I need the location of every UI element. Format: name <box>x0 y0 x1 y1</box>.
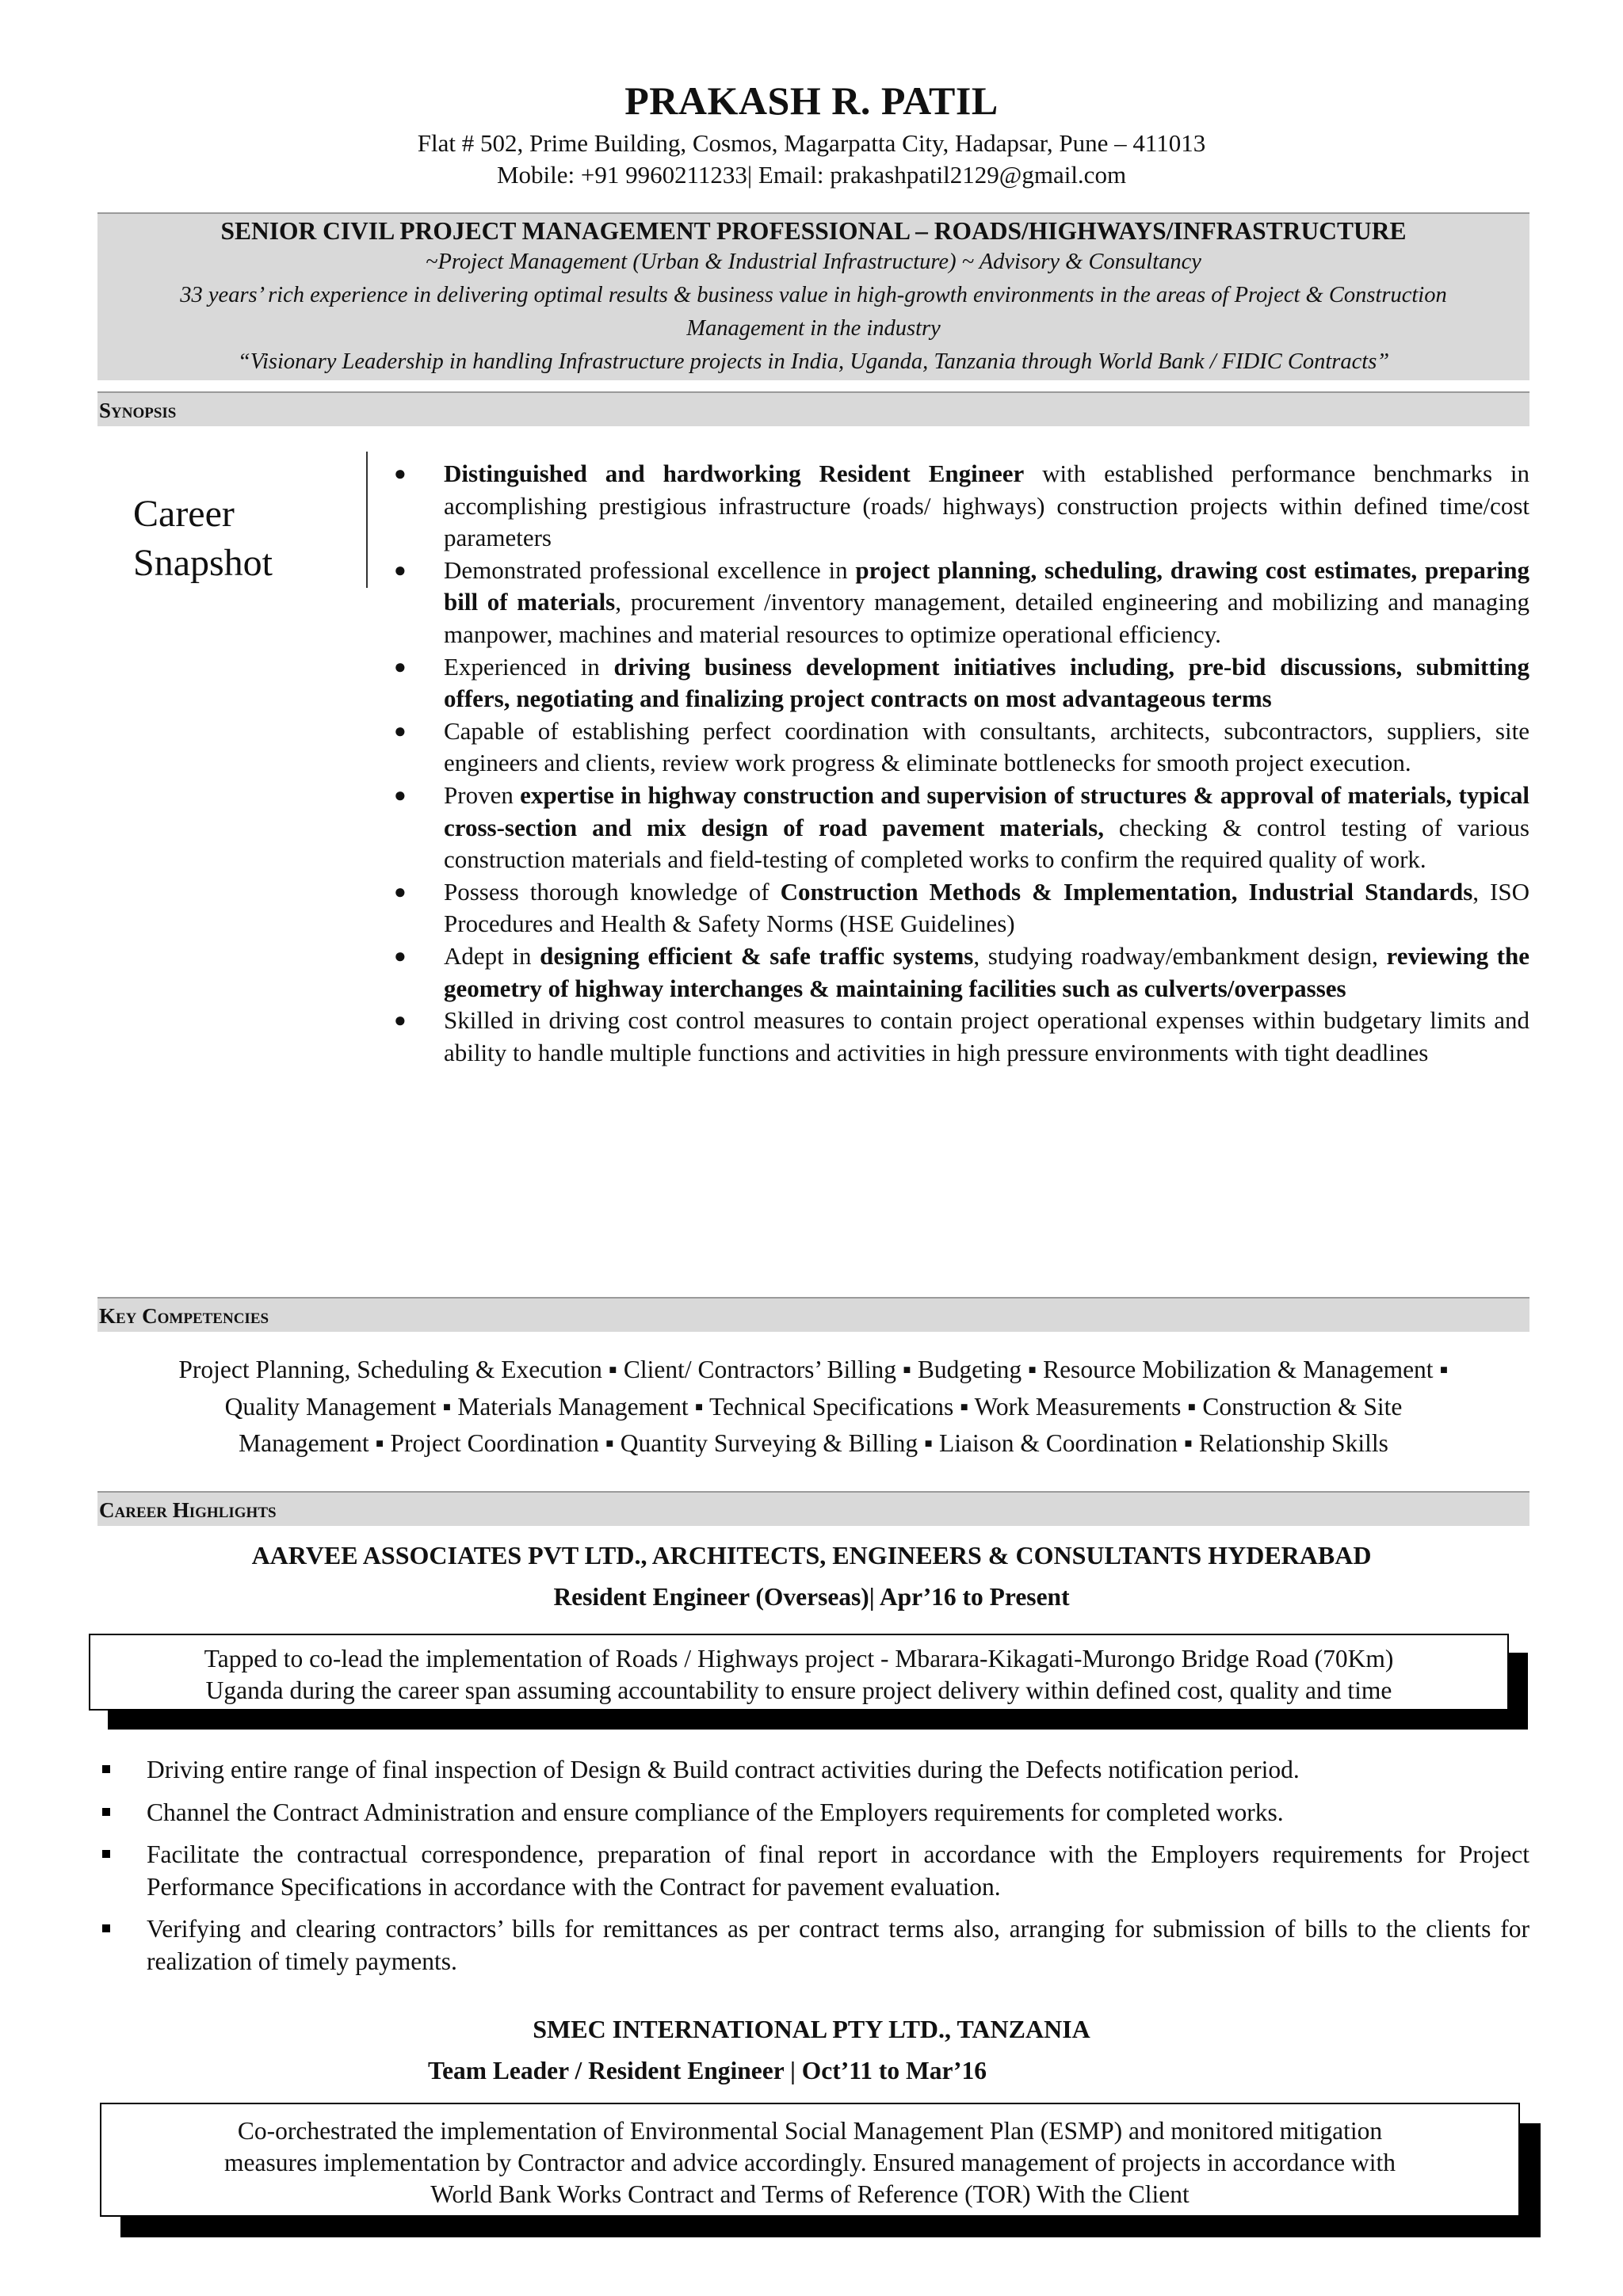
synopsis-bullet <box>388 458 1529 555</box>
bullet-text: , procurement /inventory management, detailed engineering and mobilizing and managing manpower, machines and material resources to optimize operational efficiency. <box>444 588 1529 648</box>
job2-summary-line-1: Co-orchestrated the implementation of Environmental Social Management Plan (ESMP) and monitored mitigation <box>237 2117 1383 2145</box>
competencies-list <box>97 1352 1529 1463</box>
bullet-text: checking & control testing of various construction materials and field-testing of completed works to confirm the required quality of work. <box>444 813 1529 874</box>
synopsis-bullet <box>388 780 1529 876</box>
job1-summary-line-2: Uganda during the career span assuming accountability to ensure project delivery within defined cost, quality and time <box>205 1676 1392 1704</box>
bullet-dot-icon: ● <box>394 879 407 903</box>
bullet-text-bold: Construction Methods & Implementation, Industrial Standards <box>780 877 1473 906</box>
section-heading-synopsis: Synopsis <box>97 391 1529 426</box>
bullet-dot-icon: ● <box>394 944 407 967</box>
square-bullet-icon <box>102 1924 110 1932</box>
synopsis-bullet <box>388 940 1529 1005</box>
headline-line-1: ~Project Management (Urban & Industrial Infrastructure) ~ Advisory & Consultancy <box>426 250 1201 274</box>
snapshot-word-2: Snapshot <box>133 542 273 584</box>
bullet-dot-icon: ● <box>394 654 407 678</box>
professional-headline <box>97 212 1529 380</box>
headline-line-3: Management in the industry <box>686 316 941 341</box>
job1-summary-line-1: Tapped to co-lead the implementation of Roads / Highways project - Mbarara-Kikagati-Murongo Bridge Road (70Km) <box>204 1645 1394 1672</box>
career-snapshot-label <box>133 490 273 588</box>
job1-duty-text: Channel the Contract Administration and ensure compliance of the Employers requirements for completed works. <box>147 1798 1284 1826</box>
job1-duty-item <box>97 1797 1529 1829</box>
job1-duty-item <box>97 1913 1529 1978</box>
snapshot-word-1: Career <box>133 493 235 535</box>
bullet-text-bold: reviewing the geometry of highway interchanges & maintaining facilities such as culverts/overpasses <box>444 941 1530 1002</box>
job1-duty-text: Facilitate the contractual correspondence, preparation of final report in accordance with the Employers requirements for Project Performance Specifications in accordance with the Contract for pavement evaluation. <box>147 1840 1529 1901</box>
bullet-text: with established performance benchmarks in accomplishing prestigious infrastructure (roads/ highways) construction projects within defined time/cost parameters <box>444 460 1529 552</box>
candidate-name: PRAKASH R. PATIL <box>624 78 999 123</box>
bullet-dot-icon: ● <box>394 1009 407 1032</box>
bullet-text: Possess thorough knowledge of <box>444 877 781 906</box>
synopsis-bullet <box>388 715 1529 780</box>
square-bullet-icon <box>102 1808 110 1816</box>
bullet-text: Adept in <box>444 941 540 970</box>
synopsis-bullet <box>388 876 1529 940</box>
bullet-text: Proven <box>444 780 521 809</box>
bullet-dot-icon: ● <box>394 558 407 582</box>
headline-line-4: “Visionary Leadership in handling Infrastructure projects in India, Uganda, Tanzania through World Bank / FIDIC Contracts” <box>237 349 1390 374</box>
bullet-text-bold: project planning, scheduling, drawing cost estimates, preparing bill of materials <box>444 555 1529 616</box>
synopsis-bullet <box>388 1005 1529 1069</box>
job2-summary-frame <box>100 2103 1520 2217</box>
contact-line: Mobile: +91 9960211233| Email: prakashpatil2129@gmail.com <box>496 161 1127 189</box>
synopsis-bullet-list <box>388 458 1529 1069</box>
section-heading-key-competencies: Key Competencies <box>97 1297 1529 1332</box>
square-bullet-icon <box>102 1850 110 1858</box>
competencies-line-3: Management ▪ Project Coordination ▪ Quantity Surveying & Billing ▪ Liaison & Coordination ▪ Relationship Skills <box>239 1429 1388 1457</box>
bullet-dot-icon: ● <box>394 462 407 485</box>
job2-company: SMEC INTERNATIONAL PTY LTD., TANZANIA <box>533 2015 1090 2043</box>
synopsis-bullet <box>388 651 1529 715</box>
headline-title: SENIOR CIVIL PROJECT MANAGEMENT PROFESSIONAL – ROADS/HIGHWAYS/INFRASTRUCTURE <box>220 217 1407 245</box>
bullet-text: Skilled in driving cost control measures to contain project operational expenses within budgetary limits and ability to handle multiple functions and activities in high pressure environments with tight deadlines <box>444 1006 1529 1066</box>
bullet-text: , ISO Procedures and Health & Safety Norms (HSE Guidelines) <box>444 877 1529 938</box>
square-bullet-icon <box>102 1765 110 1773</box>
job1-duty-text: Verifying and clearing contractors’ bills for remittances as per contract terms also, arranging for submission of bills to the clients for realization of timely payments. <box>147 1915 1529 1975</box>
bullet-text: Capable of establishing perfect coordination with consultants, architects, subcontractors, suppliers, site engineers and clients, review work progress & eliminate bottlenecks for smooth project execution. <box>444 716 1529 777</box>
job1-duty-text: Driving entire range of final inspection of Design & Build contract activities during the Defects notification period. <box>147 1756 1300 1783</box>
job1-duties-list <box>97 1754 1529 1988</box>
bullet-text-bold: Distinguished and hardworking Resident Engineer <box>444 460 1025 487</box>
competencies-line-2: Quality Management ▪ Materials Management ▪ Technical Specifications ▪ Work Measurements ▪ Construction & Site <box>224 1392 1403 1421</box>
bullet-text: , studying roadway/embankment design, <box>973 941 1387 970</box>
bullet-text: Demonstrated professional excellence in <box>444 555 856 584</box>
address-line: Flat # 502, Prime Building, Cosmos, Magarpatta City, Hadapsar, Pune – 411013 <box>417 129 1206 157</box>
headline-line-2: 33 years’ rich experience in delivering optimal results & business value in high-growth environments in the areas of Project & Construction <box>180 283 1447 307</box>
job2-summary-line-3: World Bank Works Contract and Terms of Reference (TOR) With the Client <box>430 2180 1190 2208</box>
bullet-text-bold: expertise in highway construction and supervision of structures & approval of materials, typical cross-section and mix design of road pavement materials, <box>444 780 1529 841</box>
job1-role: Resident Engineer (Overseas)| Apr’16 to Present <box>553 1583 1070 1611</box>
bullet-text-bold: driving business development initiatives including, pre-bid discussions, submitting offers, negotiating and finalizing project contracts on most advantageous terms <box>444 652 1529 713</box>
bullet-text-bold: designing efficient & safe traffic systems <box>540 941 974 970</box>
competencies-line-1: Project Planning, Scheduling & Execution ▪ Client/ Contractors’ Billing ▪ Budgeting ▪ Resource Mobilization & Management ▪ <box>178 1356 1449 1383</box>
job1-duty-item <box>97 1839 1529 1903</box>
section-heading-career-highlights: Career Highlights <box>97 1491 1529 1526</box>
job2-role: Team Leader / Resident Engineer | Oct’11 to Mar’16 <box>427 2057 987 2084</box>
job1-duty-item <box>97 1754 1529 1787</box>
job1-summary-frame <box>89 1634 1509 1711</box>
job2-summary-line-2: measures implementation by Contractor and advice accordingly. Ensured management of projects in accordance with <box>224 2149 1396 2176</box>
bullet-dot-icon: ● <box>394 719 407 742</box>
bullet-text: Experienced in <box>444 652 614 681</box>
snapshot-divider <box>366 452 368 588</box>
bullet-dot-icon: ● <box>394 783 407 807</box>
synopsis-bullet <box>388 555 1529 651</box>
job1-company: AARVEE ASSOCIATES PVT LTD., ARCHITECTS, ENGINEERS & CONSULTANTS HYDERABAD <box>251 1541 1372 1569</box>
